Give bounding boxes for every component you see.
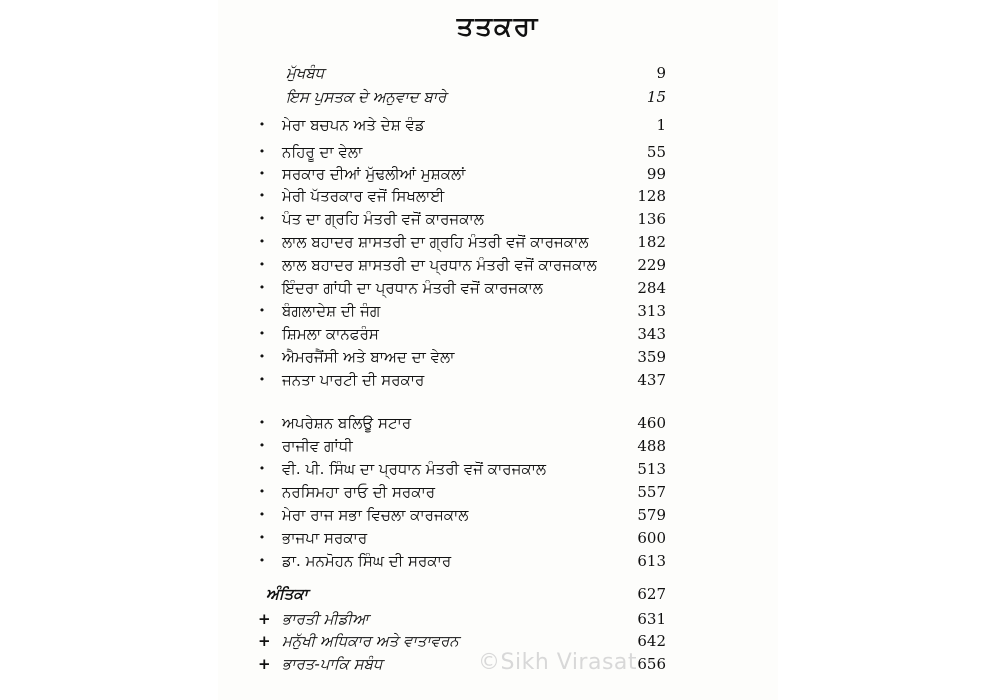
toc-entry <box>218 277 778 299</box>
toc-entry-label: ਲਾਲ ਬਹਾਦਰ ਸ਼ਾਸਤਰੀ ਦਾ ਪ੍ਰਧਾਨ ਮੰਤਰੀ ਵਜੋਂ ਕਾਰਜਕਾਲ <box>282 256 597 274</box>
book-page <box>218 0 778 700</box>
toc-entry-label: ਇੰਦਰਾ ਗਾਂਧੀ ਦਾ ਪ੍ਰਧਾਨ ਮੰਤਰੀ ਵਜੋਂ ਕਾਰਜਕਾਲ <box>282 279 543 297</box>
bullet-icon: • <box>258 167 266 180</box>
bullet-icon: • <box>258 189 266 202</box>
plus-icon: + <box>258 632 271 650</box>
toc-entry <box>218 504 778 526</box>
page-title: ਤਤਕਰਾ <box>456 12 540 42</box>
toc-entry <box>218 231 778 253</box>
toc-entry-label: ਭਾਜਪਾ ਸਰਕਾਰ <box>282 529 368 547</box>
toc-entry-label: ਮੇਰਾ ਰਾਜ ਸਭਾ ਵਿਚਲਾ ਕਾਰਜਕਾਲ <box>282 506 469 524</box>
toc-entry <box>218 369 778 391</box>
toc-entry-label: ਰਾਜੀਵ ਗਾਂਧੀ <box>282 437 353 455</box>
toc-entry-label: ਸ਼ਿਮਲਾ ਕਾਨਫਰੰਸ <box>282 325 379 343</box>
toc-appendix-heading <box>218 583 778 605</box>
toc-entry <box>218 141 778 163</box>
toc-entry-label: ਅੰਤਿਕਾ <box>266 585 308 603</box>
bullet-icon: • <box>258 462 266 475</box>
toc-entry-page: 600 <box>637 529 666 547</box>
toc-entry <box>218 208 778 230</box>
toc-entry <box>218 412 778 434</box>
toc-entry-label: ਮੇਰੀ ਪੱਤਰਕਾਰ ਵਜੋਂ ਸਿਖਲਾਈ <box>282 187 445 205</box>
bullet-icon: • <box>258 350 266 363</box>
toc-entry-page: 359 <box>637 348 666 366</box>
plus-icon: + <box>258 610 271 628</box>
toc-entry-page: 642 <box>637 632 666 650</box>
toc-entry-label: ਸਰਕਾਰ ਦੀਆਂ ਮੁੱਢਲੀਆਂ ਮੁਸ਼ਕਲਾਂ <box>282 165 466 183</box>
bullet-icon: • <box>258 531 266 544</box>
toc-entry-page: 313 <box>637 302 666 320</box>
toc-entry <box>218 62 778 84</box>
toc-entry-label: ਭਾਰਤ-ਪਾਕਿ ਸਬੰਧ <box>282 655 383 673</box>
toc-entry-label: ਮੇਰਾ ਬਚਪਨ ਅਤੇ ਦੇਸ਼ ਵੰਡ <box>282 116 425 134</box>
bullet-icon: • <box>258 304 266 317</box>
toc-entry-page: 1 <box>656 116 666 134</box>
toc-entry-page: 343 <box>637 325 666 343</box>
toc-entry-page: 136 <box>637 210 666 228</box>
toc-entry-label: ਵੀ. ਪੀ. ਸਿੰਘ ਦਾ ਪ੍ਰਧਾਨ ਮੰਤਰੀ ਵਜੋਂ ਕਾਰਜਕਾਲ <box>282 460 547 478</box>
toc-entry-page: 55 <box>646 143 666 161</box>
toc-entry-page: 437 <box>637 371 666 389</box>
toc-entry-page: 488 <box>637 437 666 455</box>
bullet-icon: • <box>258 235 266 248</box>
toc-entry-label: ਜਨਤਾ ਪਾਰਟੀ ਦੀ ਸਰਕਾਰ <box>282 371 425 389</box>
toc-entry-page: 513 <box>637 460 666 478</box>
toc-entry <box>218 163 778 185</box>
toc-entry-page: 284 <box>637 279 666 297</box>
toc-entry <box>218 346 778 368</box>
bullet-icon: • <box>258 485 266 498</box>
copyright-watermark: ©Sikh Virasat <box>478 650 638 675</box>
bullet-icon: • <box>258 373 266 386</box>
plus-icon: + <box>258 655 271 673</box>
toc-entry-label: ਭਾਰਤੀ ਮੀਡੀਆ <box>282 610 369 628</box>
toc-entry-page: 182 <box>637 233 666 251</box>
toc-entry-label: ਮੁੱਖਬੰਧ <box>286 64 325 82</box>
toc-entry-page: 631 <box>637 610 666 628</box>
bullet-icon: • <box>258 327 266 340</box>
bullet-icon: • <box>258 145 266 158</box>
toc-entry <box>218 114 778 136</box>
toc-entry-page: 557 <box>637 483 666 501</box>
toc-entry <box>218 254 778 276</box>
toc-entry-label: ਬੰਗਲਾਦੇਸ਼ ਦੀ ਜੰਗ <box>282 302 381 320</box>
toc-entry-page: 627 <box>637 585 666 603</box>
bullet-icon: • <box>258 281 266 294</box>
bullet-icon: • <box>258 416 266 429</box>
toc-entry-label: ਡਾ. ਮਨਮੋਹਨ ਸਿੰਘ ਦੀ ਸਰਕਾਰ <box>282 552 452 570</box>
toc-entry-page: 229 <box>637 256 666 274</box>
toc-entry <box>218 86 778 108</box>
toc-entry-label: ਨਰਸਿਮਹਾ ਰਾਓ ਦੀ ਸਰਕਾਰ <box>282 483 436 501</box>
toc-entry-label: ਲਾਲ ਬਹਾਦਰ ਸ਼ਾਸਤਰੀ ਦਾ ਗ੍ਰਹਿ ਮੰਤਰੀ ਵਜੋਂ ਕਾਰਜਕਾਲ <box>282 233 589 251</box>
bullet-icon: • <box>258 212 266 225</box>
toc-entry-label: ਨਹਿਰੂ ਦਾ ਵੇਲਾ <box>282 143 363 161</box>
toc-entry <box>218 630 778 652</box>
toc-entry <box>218 481 778 503</box>
toc-entry-page: 128 <box>637 187 666 205</box>
toc-entry-label: ਮਨੁੱਖੀ ਅਧਿਕਾਰ ਅਤੇ ਵਾਤਾਵਰਨ <box>282 632 459 650</box>
toc-entry-page: 579 <box>637 506 666 524</box>
bullet-icon: • <box>258 258 266 271</box>
toc-entry-label: ਇਸ ਪੁਸਤਕ ਦੇ ਅਨੁਵਾਦ ਬਾਰੇ <box>286 88 447 106</box>
toc-entry-label: ਅਪਰੇਸ਼ਨ ਬਲਿਊ ਸਟਾਰ <box>282 414 412 432</box>
toc-entry-page: 460 <box>637 414 666 432</box>
toc-entry-page: 99 <box>646 165 666 183</box>
toc-entry-page: 15 <box>646 88 666 106</box>
toc-entry <box>218 608 778 630</box>
toc-entry-page: 656 <box>637 655 666 673</box>
bullet-icon: • <box>258 508 266 521</box>
toc-entry <box>218 435 778 457</box>
bullet-icon: • <box>258 439 266 452</box>
toc-entry <box>218 550 778 572</box>
toc-entry-label: ਐਮਰਜੈਂਸੀ ਅਤੇ ਬਾਅਦ ਦਾ ਵੇਲਾ <box>282 348 455 366</box>
bullet-icon: • <box>258 118 266 131</box>
toc-entry-label: ਪੰਤ ਦਾ ਗ੍ਰਹਿ ਮੰਤਰੀ ਵਜੋਂ ਕਾਰਜਕਾਲ <box>282 210 484 228</box>
toc-entry <box>218 300 778 322</box>
toc-entry <box>218 323 778 345</box>
toc-entry-page: 613 <box>637 552 666 570</box>
toc-entry <box>218 527 778 549</box>
toc-entry-page: 9 <box>656 64 666 82</box>
toc-entry <box>218 185 778 207</box>
toc-entry <box>218 458 778 480</box>
bullet-icon: • <box>258 554 266 567</box>
